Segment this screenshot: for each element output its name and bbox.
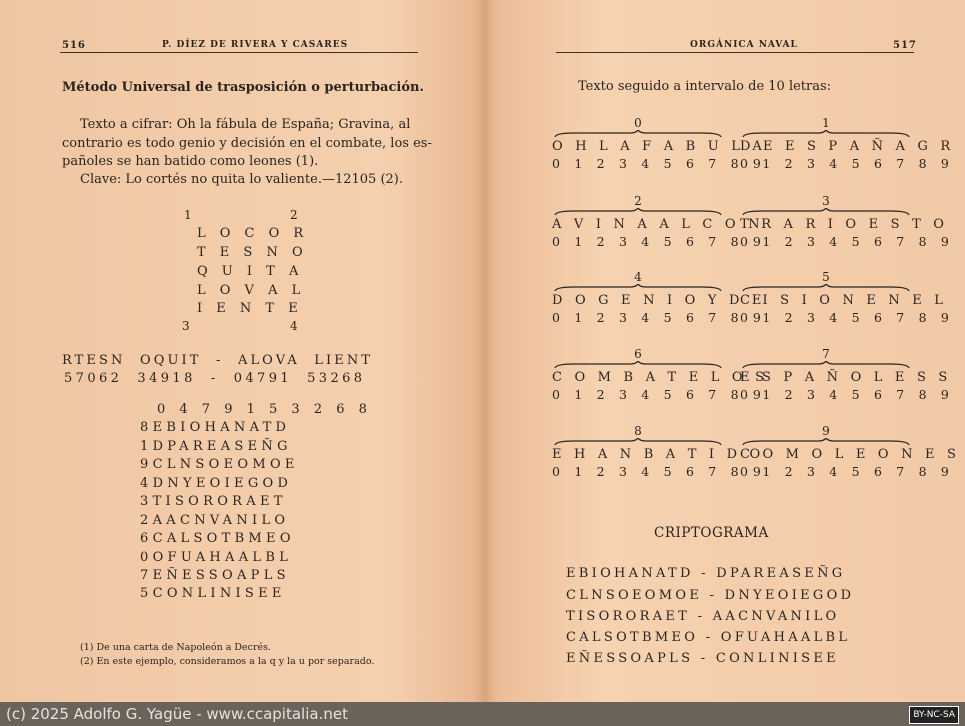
- key-line: Clave: Lo cortés no quita lo valiente.—12105 (2).: [80, 172, 404, 187]
- letter-block: [552, 424, 767, 479]
- matrix-row: 6CALSOTBMEO: [140, 531, 295, 546]
- block-letters: C I S I O N E N E L: [740, 293, 948, 308]
- page-number-right: 517: [893, 40, 917, 51]
- brace-icon: [742, 284, 910, 292]
- block-digits: 0 1 2 3 4 5 6 7 8 9: [552, 156, 767, 171]
- square-row: Q U I T A: [197, 264, 304, 279]
- matrix-row: 0OFUAHAALBL: [140, 550, 293, 565]
- square-row: T E S N O: [197, 245, 308, 260]
- block-digits: 0 1 2 3 4 5 6 7 8 9: [740, 464, 955, 479]
- block-digits: 0 1 2 3 4 5 6 7 8 9: [740, 310, 955, 325]
- block-digits: 0 1 2 3 4 5 6 7 8 9: [740, 387, 955, 402]
- brace-icon: [554, 438, 722, 446]
- groups-digits: 57062 34918 - 04791 53268: [64, 371, 366, 386]
- block-letters: T R A R I O E S T O: [740, 217, 949, 232]
- letter-block: [740, 270, 955, 325]
- block-number: 0: [634, 116, 642, 130]
- block-letters: E S P A Ñ O L E S S: [740, 370, 952, 385]
- block-number: 9: [822, 424, 830, 438]
- crypto-row: EÑESSOAPLS - CONLINISEE: [566, 651, 839, 666]
- block-number: 5: [822, 270, 830, 284]
- block-number: 4: [634, 270, 642, 284]
- license-badge: BY-NC-SA: [909, 706, 959, 724]
- matrix-header: 0 4 7 9 1 5 3 2 6 8: [157, 402, 372, 417]
- block-letters: D E E S P A Ñ A G R: [740, 139, 955, 154]
- matrix-row: 3TISORORAET: [140, 494, 287, 509]
- letter-block: [740, 424, 961, 479]
- crypto-title: CRIPTOGRAMA: [654, 525, 769, 541]
- block-digits: 0 1 2 3 4 5 6 7 8 9: [740, 156, 955, 171]
- crypto-row: EBIOHANATD - DPAREASEÑG: [566, 566, 846, 581]
- block-letters: O H L A F A B U L A: [552, 139, 766, 154]
- section-title: Método Universal de trasposición o perturbación.: [62, 80, 424, 95]
- intro-line: Texto seguido a intervalo de 10 letras:: [578, 79, 832, 94]
- block-number: 8: [634, 424, 642, 438]
- matrix-row: 4DNYEOIEGOD: [140, 476, 293, 491]
- crypto-row: CALSOTBMEO - OFUAHAALBL: [566, 630, 851, 645]
- footnote-1: (1) De una carta de Napoleón a Decrés.: [80, 642, 272, 653]
- block-digits: 0 1 2 3 4 5 6 7 8 9: [552, 310, 767, 325]
- block-number: 2: [634, 194, 642, 208]
- letter-block: [740, 116, 955, 171]
- block-letters: A V I N A A L C O N: [552, 217, 764, 232]
- crypto-row: CLNSOEOMOE - DNYEOIEGOD: [566, 588, 855, 603]
- square-corner-4: 4: [290, 319, 298, 333]
- brace-icon: [742, 130, 910, 138]
- para-line-2: contrario es todo genio y decisión en el combate, los es-: [62, 136, 432, 151]
- square-corner-2: 2: [290, 208, 298, 222]
- block-letters: D O G E N I O Y D E: [552, 293, 766, 308]
- credit-bar: [0, 702, 965, 726]
- block-number: 7: [822, 347, 830, 361]
- block-digits: 0 1 2 3 4 5 6 7 8 9: [552, 387, 767, 402]
- matrix-row: 8EBIOHANATD: [140, 420, 291, 435]
- letter-block: [552, 194, 767, 249]
- block-number: 1: [822, 116, 830, 130]
- block-letters: C O M O L E O N E S: [740, 447, 961, 462]
- block-letters: C O M B A T E L O S: [552, 370, 769, 385]
- left-page: [0, 0, 485, 700]
- credit-text: (c) 2025 Adolfo G. Yagüe - www.ccapitalia.net: [6, 705, 348, 723]
- block-digits: 0 1 2 3 4 5 6 7 8 9: [552, 464, 767, 479]
- brace-icon: [554, 284, 722, 292]
- brace-icon: [742, 208, 910, 216]
- block-number: 3: [822, 194, 830, 208]
- crypto-row: TISORORAET - AACNVANILO: [566, 609, 840, 624]
- square-row: L O V A L: [197, 283, 306, 298]
- letter-block: [740, 194, 955, 249]
- footnote-2: (2) En este ejemplo, consideramos a la q y la u por separado.: [80, 656, 375, 667]
- square-row: L O C O R: [197, 226, 309, 241]
- matrix-row: 9CLNSOEOMOE: [140, 457, 299, 472]
- square-corner-3: 3: [182, 319, 190, 333]
- page-number-left: 516: [62, 40, 86, 51]
- running-head-right: ORGÁNICA NAVAL: [690, 40, 798, 50]
- matrix-row: 1DPAREASEÑG: [140, 439, 292, 454]
- header-rule: [556, 52, 914, 53]
- para-line-3: pañoles se han batido como leones (1).: [62, 154, 319, 169]
- letter-block: [552, 270, 767, 325]
- block-digits: 0 1 2 3 4 5 6 7 8 9: [740, 234, 955, 249]
- running-head-left: P. DÍEZ DE RIVERA Y CASARES: [162, 40, 349, 50]
- block-digits: 0 1 2 3 4 5 6 7 8 9: [552, 234, 767, 249]
- brace-icon: [742, 361, 910, 369]
- para-line-1: Texto a cifrar: Oh la fábula de España; Gravina, al: [80, 117, 411, 132]
- brace-icon: [554, 208, 722, 216]
- letter-block: [552, 347, 769, 402]
- block-letters: E H A N B A T I D O: [552, 447, 765, 462]
- brace-icon: [554, 361, 722, 369]
- matrix-row: 5CONLINISEE: [140, 586, 286, 601]
- square-row: I E N T E: [197, 301, 303, 316]
- letter-block: [552, 116, 767, 171]
- header-rule: [60, 52, 418, 53]
- square-corner-1: 1: [184, 208, 192, 222]
- block-number: 6: [634, 347, 642, 361]
- matrix-row: 7EÑESSOAPLS: [140, 568, 290, 583]
- letter-block: [740, 347, 955, 402]
- matrix-row: 2AACNVANILO: [140, 513, 290, 528]
- groups-letters: RTESN OQUIT - ALOVA LIENT: [62, 353, 374, 368]
- brace-icon: [554, 130, 722, 138]
- brace-icon: [742, 438, 910, 446]
